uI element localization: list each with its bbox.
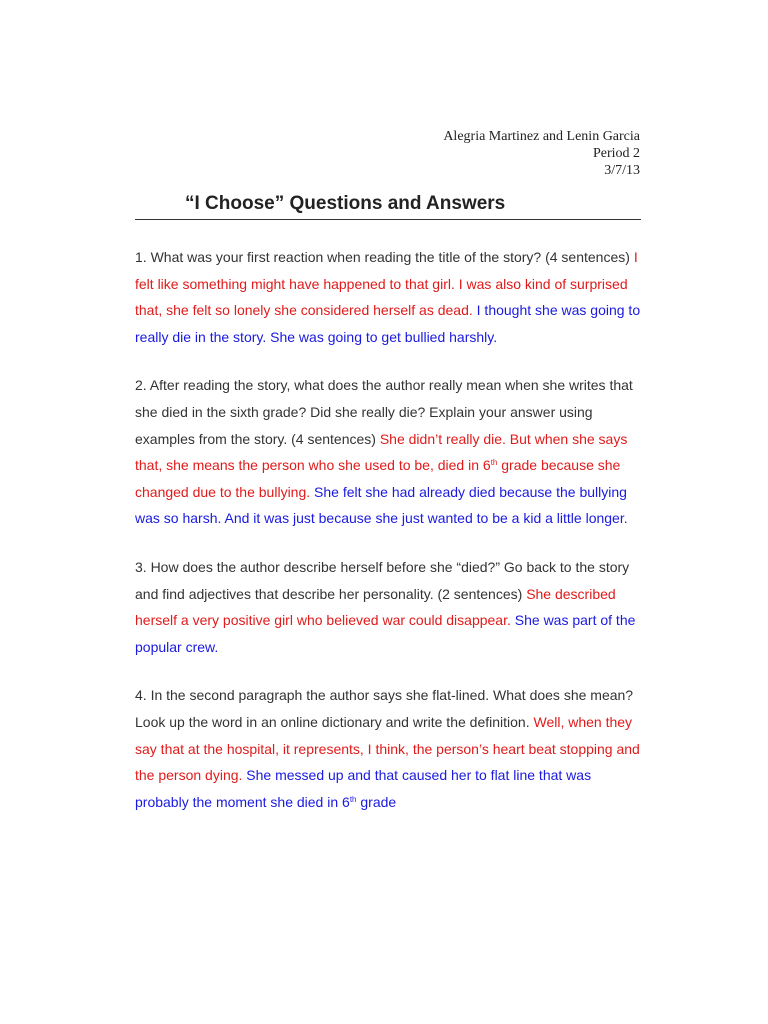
answer-4-blue-start: She messed up and that caused her to flat line that was probably the moment she died in 6 (135, 767, 592, 810)
answer-2-red-start: She didn’t really die. But when she says that, she means the person who she used to be, died in 6 (135, 430, 628, 474)
question-4: 4. In the second paragraph the author says she flat-lined. What does she mean? Look up the word in an online dictionary and write the definition. (135, 687, 634, 730)
question-1: 1. What was your first reaction when reading the title of the story? (4 sentences) (135, 249, 630, 265)
answer-2-red-sup: th (490, 458, 498, 468)
qa-item-3 (135, 554, 645, 660)
title-block (135, 192, 641, 220)
document-date: 3/7/13 (604, 163, 640, 178)
qa-item-1 (135, 244, 645, 350)
answer-2-red-end: grade because she changed due to the bullying. (135, 457, 621, 500)
qa-item-4 (135, 682, 645, 815)
question-3: 3. How does the author describe herself before she “died?” Go back to the story and find adjectives that describe her personality. (2 sentences) (135, 558, 630, 602)
qa-list (135, 244, 645, 837)
answer-4-blue-end: grade (360, 793, 397, 810)
answer-1-red: I felt like something might have happened to that girl. I was also kind of surprised that, she felt so lonely she considered herself as dead. (135, 249, 638, 319)
author-names: Alegria Martinez and Lenin Garcia (443, 129, 640, 144)
answer-3-blue: She was part of the popular crew. (135, 612, 636, 655)
page-title: “I Choose” Questions and Answers (185, 193, 506, 214)
author-header (443, 128, 640, 179)
qa-item-2 (135, 372, 645, 532)
answer-4-red: Well, when they say that at the hospital, it represents, I think, the person’s heart beat stopping and the person dying. (135, 713, 640, 784)
answer-2-blue: She felt she had already died because the bullying was so harsh. And it was just because she just wanted to be a kid a little longer. (135, 483, 628, 527)
answer-3-red: She described herself a very positive girl who believed war could disappear. (135, 585, 616, 629)
question-2: 2. After reading the story, what does the author really mean when she writes that she died in the sixth grade? Did she really die? Explain your answer using examples from the story. (4 sentences) (135, 377, 633, 447)
answer-4-blue-sup: th (349, 794, 357, 804)
class-period: Period 2 (592, 146, 640, 161)
answer-1-blue: I thought she was going to really die in the story. She was going to get bullied harshly. (135, 302, 641, 345)
